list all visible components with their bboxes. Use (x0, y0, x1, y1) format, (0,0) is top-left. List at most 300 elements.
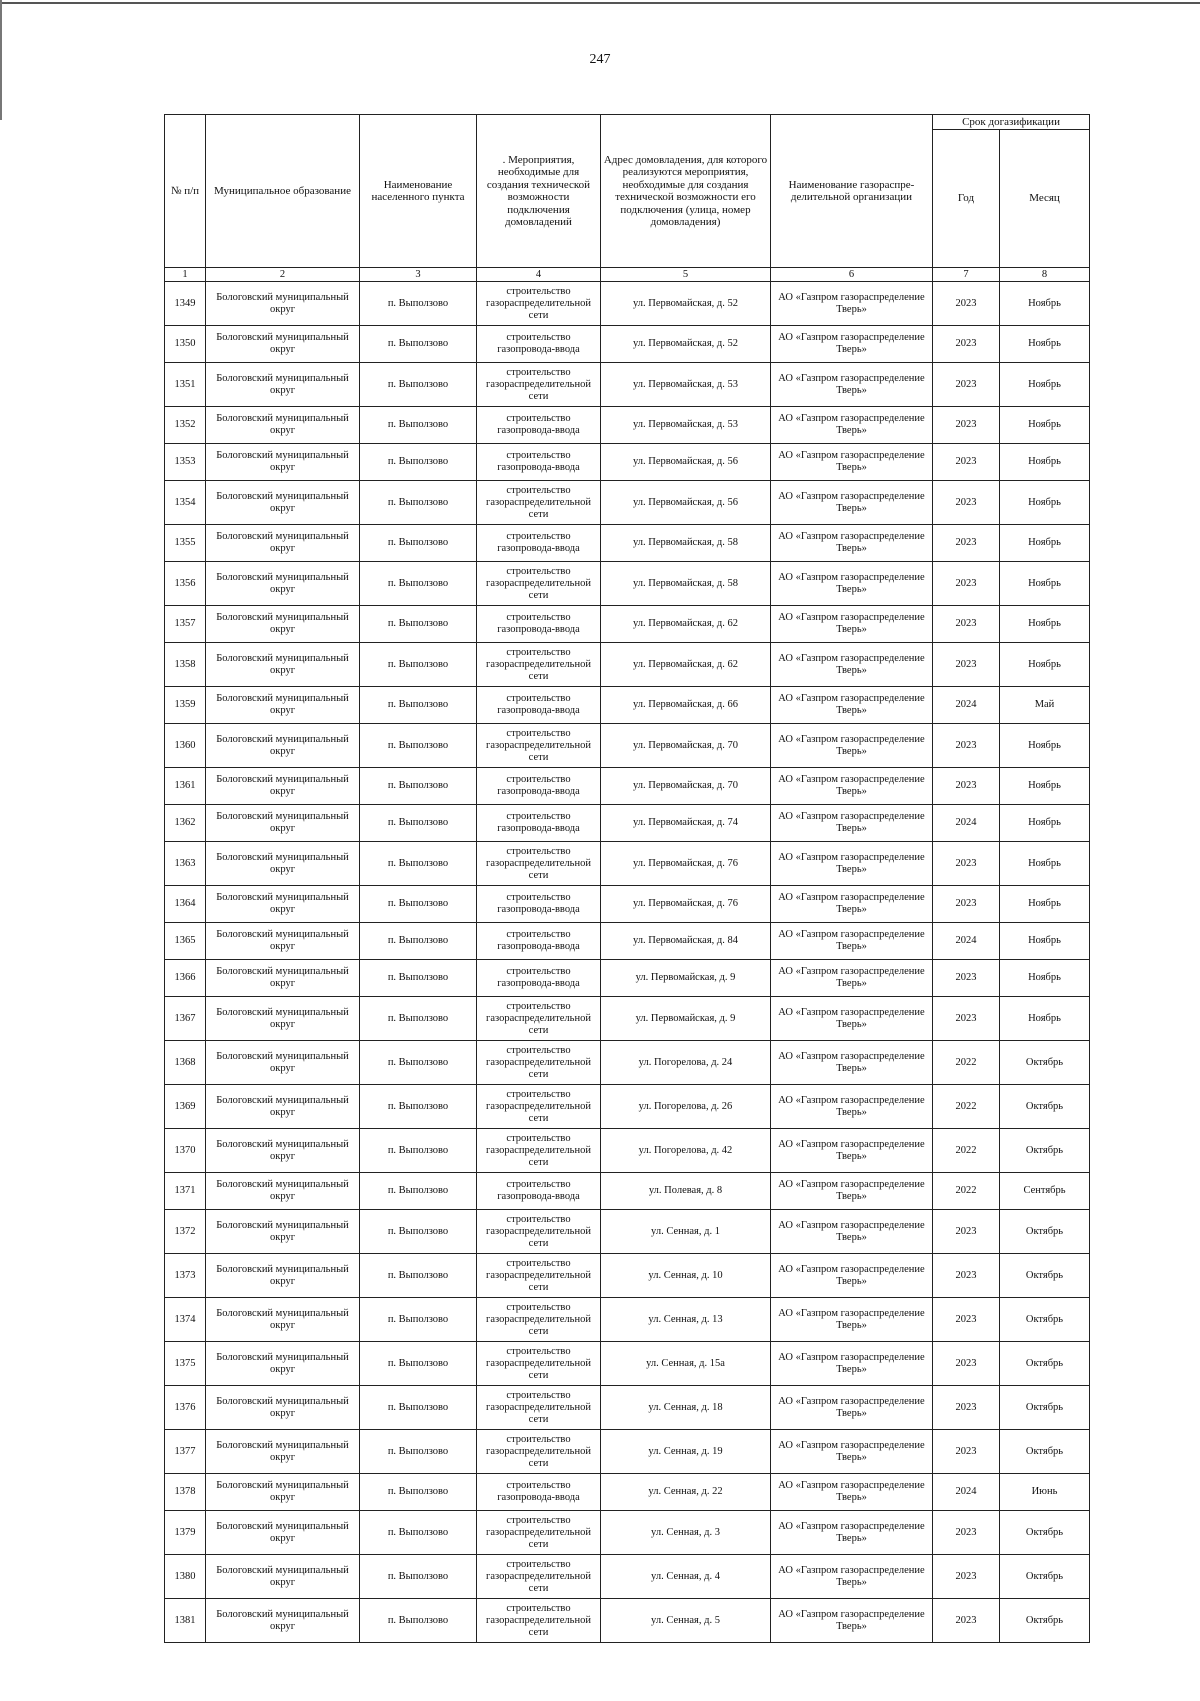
settlement-cell: п. Выползово (360, 687, 477, 724)
address-cell: ул. Первомайская, д. 74 (601, 805, 771, 842)
month-cell: Ноябрь (1000, 805, 1090, 842)
address-cell: ул. Первомайская, д. 70 (601, 724, 771, 768)
table-row (165, 1555, 1090, 1599)
header-address: Адрес домовладения, для которого реализуются мероприятия, необходимые для создания технической возможности его подключения (улица, номер домовладения) (601, 115, 771, 268)
header-num: № п/п (165, 115, 206, 268)
measure-cell: строительство газораспределительной сети (477, 562, 601, 606)
year-cell: 2023 (933, 1430, 1000, 1474)
year-cell: 2023 (933, 1599, 1000, 1643)
table-row (165, 444, 1090, 481)
municipality-cell: Бологовский муниципальный округ (206, 768, 360, 805)
month-cell: Ноябрь (1000, 768, 1090, 805)
municipality-cell: Бологовский муниципальный округ (206, 1342, 360, 1386)
row-number-cell: 1362 (165, 805, 206, 842)
organization-cell: АО «Газпром газораспределение Тверь» (771, 1555, 933, 1599)
settlement-cell: п. Выползово (360, 805, 477, 842)
organization-cell: АО «Газпром газораспределение Тверь» (771, 326, 933, 363)
measure-cell: строительство газопровода-ввода (477, 768, 601, 805)
row-number-cell: 1357 (165, 606, 206, 643)
settlement-cell: п. Выползово (360, 1041, 477, 1085)
month-cell: Октябрь (1000, 1599, 1090, 1643)
municipality-cell: Бологовский муниципальный округ (206, 1555, 360, 1599)
row-number-cell: 1358 (165, 643, 206, 687)
table-row (165, 1511, 1090, 1555)
measure-cell: строительство газораспределительной сети (477, 1041, 601, 1085)
year-cell: 2023 (933, 326, 1000, 363)
header-measures: . Мероприятия, необходимые для создания технической возможности подключения домовладений (477, 115, 601, 268)
organization-cell: АО «Газпром газораспределение Тверь» (771, 1041, 933, 1085)
municipality-cell: Бологовский муниципальный округ (206, 997, 360, 1041)
municipality-cell: Бологовский муниципальный округ (206, 1210, 360, 1254)
row-number-cell: 1369 (165, 1085, 206, 1129)
measure-cell: строительство газораспределительной сети (477, 643, 601, 687)
year-cell: 2023 (933, 282, 1000, 326)
address-cell: ул. Сенная, д. 1 (601, 1210, 771, 1254)
header-organization: Наименование газораспре-делительной организации (771, 115, 933, 268)
address-cell: ул. Первомайская, д. 52 (601, 282, 771, 326)
table-row (165, 1210, 1090, 1254)
row-number-cell: 1352 (165, 407, 206, 444)
table-row (165, 363, 1090, 407)
settlement-cell: п. Выползово (360, 960, 477, 997)
address-cell: ул. Первомайская, д. 62 (601, 606, 771, 643)
year-cell: 2023 (933, 960, 1000, 997)
measure-cell: строительство газораспределительной сети (477, 1254, 601, 1298)
month-cell: Ноябрь (1000, 886, 1090, 923)
table-row (165, 687, 1090, 724)
measure-cell: строительство газораспределительной сети (477, 842, 601, 886)
month-cell: Ноябрь (1000, 923, 1090, 960)
table-row (165, 1386, 1090, 1430)
column-number: 6 (771, 268, 933, 282)
organization-cell: АО «Газпром газораспределение Тверь» (771, 1511, 933, 1555)
organization-cell: АО «Газпром газораспределение Тверь» (771, 606, 933, 643)
settlement-cell: п. Выползово (360, 1386, 477, 1430)
year-cell: 2024 (933, 923, 1000, 960)
organization-cell: АО «Газпром газораспределение Тверь» (771, 724, 933, 768)
table-row (165, 1129, 1090, 1173)
measure-cell: строительство газопровода-ввода (477, 444, 601, 481)
organization-cell: АО «Газпром газораспределение Тверь» (771, 1210, 933, 1254)
row-number-cell: 1363 (165, 842, 206, 886)
organization-cell: АО «Газпром газораспределение Тверь» (771, 1129, 933, 1173)
municipality-cell: Бологовский муниципальный округ (206, 643, 360, 687)
measure-cell: строительство газопровода-ввода (477, 886, 601, 923)
year-cell: 2023 (933, 1342, 1000, 1386)
table-row (165, 923, 1090, 960)
column-number: 3 (360, 268, 477, 282)
settlement-cell: п. Выползово (360, 1254, 477, 1298)
municipality-cell: Бологовский муниципальный округ (206, 1298, 360, 1342)
address-cell: ул. Сенная, д. 18 (601, 1386, 771, 1430)
measure-cell: строительство газопровода-ввода (477, 805, 601, 842)
municipality-cell: Бологовский муниципальный округ (206, 444, 360, 481)
settlement-cell: п. Выползово (360, 886, 477, 923)
row-number-cell: 1355 (165, 525, 206, 562)
address-cell: ул. Сенная, д. 5 (601, 1599, 771, 1643)
organization-cell: АО «Газпром газораспределение Тверь» (771, 1298, 933, 1342)
settlement-cell: п. Выползово (360, 842, 477, 886)
measure-cell: строительство газораспределительной сети (477, 1129, 601, 1173)
year-cell: 2024 (933, 805, 1000, 842)
measure-cell: строительство газораспределительной сети (477, 282, 601, 326)
measure-cell: строительство газораспределительной сети (477, 997, 601, 1041)
year-cell: 2022 (933, 1085, 1000, 1129)
month-cell: Ноябрь (1000, 724, 1090, 768)
year-cell: 2023 (933, 481, 1000, 525)
row-number-cell: 1353 (165, 444, 206, 481)
address-cell: ул. Первомайская, д. 58 (601, 562, 771, 606)
municipality-cell: Бологовский муниципальный округ (206, 1474, 360, 1511)
municipality-cell: Бологовский муниципальный округ (206, 886, 360, 923)
organization-cell: АО «Газпром газораспределение Тверь» (771, 923, 933, 960)
measure-cell: строительство газораспределительной сети (477, 1555, 601, 1599)
year-cell: 2023 (933, 997, 1000, 1041)
year-cell: 2023 (933, 1555, 1000, 1599)
organization-cell: АО «Газпром газораспределение Тверь» (771, 1085, 933, 1129)
measure-cell: строительство газораспределительной сети (477, 724, 601, 768)
municipality-cell: Бологовский муниципальный округ (206, 1085, 360, 1129)
header-municipality: Муниципальное образование (206, 115, 360, 268)
organization-cell: АО «Газпром газораспределение Тверь» (771, 997, 933, 1041)
address-cell: ул. Первомайская, д. 52 (601, 326, 771, 363)
row-number-cell: 1371 (165, 1173, 206, 1210)
settlement-cell: п. Выползово (360, 407, 477, 444)
address-cell: ул. Первомайская, д. 76 (601, 886, 771, 923)
year-cell: 2023 (933, 1298, 1000, 1342)
table-row (165, 1342, 1090, 1386)
table-body (165, 282, 1090, 1643)
municipality-cell: Бологовский муниципальный округ (206, 960, 360, 997)
year-cell: 2023 (933, 1511, 1000, 1555)
municipality-cell: Бологовский муниципальный округ (206, 282, 360, 326)
year-cell: 2023 (933, 768, 1000, 805)
measure-cell: строительство газораспределительной сети (477, 481, 601, 525)
organization-cell: АО «Газпром газораспределение Тверь» (771, 525, 933, 562)
organization-cell: АО «Газпром газораспределение Тверь» (771, 1599, 933, 1643)
organization-cell: АО «Газпром газораспределение Тверь» (771, 363, 933, 407)
municipality-cell: Бологовский муниципальный округ (206, 687, 360, 724)
settlement-cell: п. Выползово (360, 1555, 477, 1599)
organization-cell: АО «Газпром газораспределение Тверь» (771, 842, 933, 886)
table-row (165, 1041, 1090, 1085)
measure-cell: строительство газопровода-ввода (477, 525, 601, 562)
month-cell: Ноябрь (1000, 444, 1090, 481)
settlement-cell: п. Выползово (360, 1298, 477, 1342)
municipality-cell: Бологовский муниципальный округ (206, 407, 360, 444)
table-row (165, 282, 1090, 326)
organization-cell: АО «Газпром газораспределение Тверь» (771, 886, 933, 923)
organization-cell: АО «Газпром газораспределение Тверь» (771, 1386, 933, 1430)
settlement-cell: п. Выползово (360, 363, 477, 407)
table-row (165, 407, 1090, 444)
column-number: 8 (1000, 268, 1090, 282)
year-cell: 2023 (933, 886, 1000, 923)
table-row (165, 997, 1090, 1041)
row-number-cell: 1350 (165, 326, 206, 363)
month-cell: Октябрь (1000, 1298, 1090, 1342)
municipality-cell: Бологовский муниципальный округ (206, 606, 360, 643)
address-cell: ул. Первомайская, д. 56 (601, 481, 771, 525)
year-cell: 2022 (933, 1041, 1000, 1085)
measure-cell: строительство газопровода-ввода (477, 407, 601, 444)
address-cell: ул. Первомайская, д. 58 (601, 525, 771, 562)
row-number-cell: 1379 (165, 1511, 206, 1555)
address-cell: ул. Сенная, д. 10 (601, 1254, 771, 1298)
month-cell: Ноябрь (1000, 363, 1090, 407)
year-cell: 2022 (933, 1173, 1000, 1210)
address-cell: ул. Первомайская, д. 76 (601, 842, 771, 886)
table-row (165, 886, 1090, 923)
municipality-cell: Бологовский муниципальный округ (206, 842, 360, 886)
header-month: Месяц (1000, 130, 1090, 268)
year-cell: 2023 (933, 444, 1000, 481)
month-cell: Октябрь (1000, 1210, 1090, 1254)
year-cell: 2023 (933, 562, 1000, 606)
organization-cell: АО «Газпром газораспределение Тверь» (771, 481, 933, 525)
month-cell: Ноябрь (1000, 606, 1090, 643)
page-number: 247 (589, 52, 611, 67)
municipality-cell: Бологовский муниципальный округ (206, 1041, 360, 1085)
measure-cell: строительство газопровода-ввода (477, 1173, 601, 1210)
table-row (165, 562, 1090, 606)
settlement-cell: п. Выползово (360, 1342, 477, 1386)
settlement-cell: п. Выползово (360, 326, 477, 363)
measure-cell: строительство газораспределительной сети (477, 1210, 601, 1254)
settlement-cell: п. Выползово (360, 282, 477, 326)
year-cell: 2024 (933, 687, 1000, 724)
municipality-cell: Бологовский муниципальный округ (206, 1129, 360, 1173)
municipality-cell: Бологовский муниципальный округ (206, 326, 360, 363)
address-cell: ул. Первомайская, д. 9 (601, 960, 771, 997)
month-cell: Октябрь (1000, 1555, 1090, 1599)
address-cell: ул. Первомайская, д. 53 (601, 407, 771, 444)
month-cell: Октябрь (1000, 1129, 1090, 1173)
table-row (165, 805, 1090, 842)
measure-cell: строительство газораспределительной сети (477, 1430, 601, 1474)
address-cell: ул. Погорелова, д. 42 (601, 1129, 771, 1173)
measure-cell: строительство газораспределительной сети (477, 1342, 601, 1386)
organization-cell: АО «Газпром газораспределение Тверь» (771, 562, 933, 606)
measure-cell: строительство газопровода-ввода (477, 923, 601, 960)
organization-cell: АО «Газпром газораспределение Тверь» (771, 282, 933, 326)
year-cell: 2023 (933, 842, 1000, 886)
month-cell: Ноябрь (1000, 643, 1090, 687)
month-cell: Июнь (1000, 1474, 1090, 1511)
settlement-cell: п. Выползово (360, 1474, 477, 1511)
row-number-cell: 1378 (165, 1474, 206, 1511)
row-number-cell: 1381 (165, 1599, 206, 1643)
address-cell: ул. Сенная, д. 13 (601, 1298, 771, 1342)
row-number-cell: 1360 (165, 724, 206, 768)
header-year: Год (933, 130, 1000, 268)
year-cell: 2023 (933, 1254, 1000, 1298)
month-cell: Ноябрь (1000, 407, 1090, 444)
settlement-cell: п. Выползово (360, 481, 477, 525)
settlement-cell: п. Выползово (360, 1599, 477, 1643)
row-number-cell: 1377 (165, 1430, 206, 1474)
organization-cell: АО «Газпром газораспределение Тверь» (771, 1474, 933, 1511)
address-cell: ул. Первомайская, д. 9 (601, 997, 771, 1041)
table-row (165, 326, 1090, 363)
row-number-cell: 1375 (165, 1342, 206, 1386)
year-cell: 2023 (933, 724, 1000, 768)
month-cell: Октябрь (1000, 1041, 1090, 1085)
month-cell: Сентябрь (1000, 1173, 1090, 1210)
table-row (165, 842, 1090, 886)
municipality-cell: Бологовский муниципальный округ (206, 805, 360, 842)
month-cell: Ноябрь (1000, 562, 1090, 606)
month-cell: Октябрь (1000, 1511, 1090, 1555)
header-gasification-period: Срок догазификации (933, 115, 1090, 130)
address-cell: ул. Первомайская, д. 70 (601, 768, 771, 805)
address-cell: ул. Первомайская, д. 56 (601, 444, 771, 481)
year-cell: 2023 (933, 525, 1000, 562)
address-cell: ул. Первомайская, д. 62 (601, 643, 771, 687)
measure-cell: строительство газопровода-ввода (477, 326, 601, 363)
settlement-cell: п. Выползово (360, 606, 477, 643)
settlement-cell: п. Выползово (360, 562, 477, 606)
address-cell: ул. Сенная, д. 4 (601, 1555, 771, 1599)
column-number-row (165, 268, 1090, 282)
settlement-cell: п. Выползово (360, 1511, 477, 1555)
table-row (165, 1085, 1090, 1129)
table-row (165, 643, 1090, 687)
row-number-cell: 1361 (165, 768, 206, 805)
municipality-cell: Бологовский муниципальный округ (206, 562, 360, 606)
address-cell: ул. Сенная, д. 19 (601, 1430, 771, 1474)
row-number-cell: 1372 (165, 1210, 206, 1254)
year-cell: 2023 (933, 1210, 1000, 1254)
table-row (165, 1474, 1090, 1511)
settlement-cell: п. Выползово (360, 1210, 477, 1254)
month-cell: Октябрь (1000, 1254, 1090, 1298)
settlement-cell: п. Выползово (360, 923, 477, 960)
municipality-cell: Бологовский муниципальный округ (206, 1254, 360, 1298)
table-row (165, 768, 1090, 805)
municipality-cell: Бологовский муниципальный округ (206, 724, 360, 768)
address-cell: ул. Первомайская, д. 53 (601, 363, 771, 407)
year-cell: 2023 (933, 407, 1000, 444)
settlement-cell: п. Выползово (360, 525, 477, 562)
address-cell: ул. Сенная, д. 22 (601, 1474, 771, 1511)
settlement-cell: п. Выползово (360, 444, 477, 481)
row-number-cell: 1354 (165, 481, 206, 525)
address-cell: ул. Погорелова, д. 26 (601, 1085, 771, 1129)
column-number: 1 (165, 268, 206, 282)
address-cell: ул. Первомайская, д. 84 (601, 923, 771, 960)
organization-cell: АО «Газпром газораспределение Тверь» (771, 1342, 933, 1386)
month-cell: Ноябрь (1000, 525, 1090, 562)
organization-cell: АО «Газпром газораспределение Тверь» (771, 687, 933, 724)
column-number: 5 (601, 268, 771, 282)
measure-cell: строительство газопровода-ввода (477, 1474, 601, 1511)
month-cell: Ноябрь (1000, 326, 1090, 363)
month-cell: Октябрь (1000, 1085, 1090, 1129)
table-row (165, 525, 1090, 562)
measure-cell: строительство газораспределительной сети (477, 363, 601, 407)
table-row (165, 1430, 1090, 1474)
row-number-cell: 1365 (165, 923, 206, 960)
settlement-cell: п. Выползово (360, 768, 477, 805)
row-number-cell: 1376 (165, 1386, 206, 1430)
row-number-cell: 1374 (165, 1298, 206, 1342)
measure-cell: строительство газопровода-ввода (477, 687, 601, 724)
month-cell: Октябрь (1000, 1342, 1090, 1386)
year-cell: 2023 (933, 363, 1000, 407)
municipality-cell: Бологовский муниципальный округ (206, 481, 360, 525)
row-number-cell: 1367 (165, 997, 206, 1041)
organization-cell: АО «Газпром газораспределение Тверь» (771, 407, 933, 444)
address-cell: ул. Сенная, д. 3 (601, 1511, 771, 1555)
municipality-cell: Бологовский муниципальный округ (206, 1511, 360, 1555)
organization-cell: АО «Газпром газораспределение Тверь» (771, 960, 933, 997)
table-row (165, 1173, 1090, 1210)
measure-cell: строительство газораспределительной сети (477, 1085, 601, 1129)
measure-cell: строительство газопровода-ввода (477, 960, 601, 997)
gasification-table (164, 114, 1090, 1643)
month-cell: Ноябрь (1000, 960, 1090, 997)
month-cell: Октябрь (1000, 1386, 1090, 1430)
municipality-cell: Бологовский муниципальный округ (206, 363, 360, 407)
municipality-cell: Бологовский муниципальный округ (206, 1430, 360, 1474)
municipality-cell: Бологовский муниципальный округ (206, 1599, 360, 1643)
municipality-cell: Бологовский муниципальный округ (206, 525, 360, 562)
municipality-cell: Бологовский муниципальный округ (206, 1173, 360, 1210)
organization-cell: АО «Газпром газораспределение Тверь» (771, 1173, 933, 1210)
row-number-cell: 1364 (165, 886, 206, 923)
year-cell: 2023 (933, 1386, 1000, 1430)
table-row (165, 606, 1090, 643)
organization-cell: АО «Газпром газораспределение Тверь» (771, 768, 933, 805)
year-cell: 2023 (933, 606, 1000, 643)
row-number-cell: 1366 (165, 960, 206, 997)
measure-cell: строительство газопровода-ввода (477, 606, 601, 643)
table-row (165, 481, 1090, 525)
row-number-cell: 1370 (165, 1129, 206, 1173)
organization-cell: АО «Газпром газораспределение Тверь» (771, 805, 933, 842)
address-cell: ул. Погорелова, д. 24 (601, 1041, 771, 1085)
column-number: 7 (933, 268, 1000, 282)
settlement-cell: п. Выползово (360, 1430, 477, 1474)
settlement-cell: п. Выползово (360, 724, 477, 768)
month-cell: Ноябрь (1000, 997, 1090, 1041)
organization-cell: АО «Газпром газораспределение Тверь» (771, 1430, 933, 1474)
address-cell: ул. Сенная, д. 15а (601, 1342, 771, 1386)
month-cell: Май (1000, 687, 1090, 724)
row-number-cell: 1368 (165, 1041, 206, 1085)
year-cell: 2023 (933, 643, 1000, 687)
month-cell: Ноябрь (1000, 842, 1090, 886)
table-row (165, 1599, 1090, 1643)
column-number: 2 (206, 268, 360, 282)
municipality-cell: Бологовский муниципальный округ (206, 1386, 360, 1430)
municipality-cell: Бологовский муниципальный округ (206, 923, 360, 960)
scan-edge-top (0, 2, 1200, 4)
measure-cell: строительство газораспределительной сети (477, 1511, 601, 1555)
measure-cell: строительство газораспределительной сети (477, 1386, 601, 1430)
measure-cell: строительство газораспределительной сети (477, 1298, 601, 1342)
header-settlement: Наименование населенного пункта (360, 115, 477, 268)
row-number-cell: 1380 (165, 1555, 206, 1599)
column-number: 4 (477, 268, 601, 282)
month-cell: Ноябрь (1000, 481, 1090, 525)
table-row (165, 1298, 1090, 1342)
settlement-cell: п. Выползово (360, 997, 477, 1041)
settlement-cell: п. Выползово (360, 1085, 477, 1129)
year-cell: 2022 (933, 1129, 1000, 1173)
year-cell: 2024 (933, 1474, 1000, 1511)
